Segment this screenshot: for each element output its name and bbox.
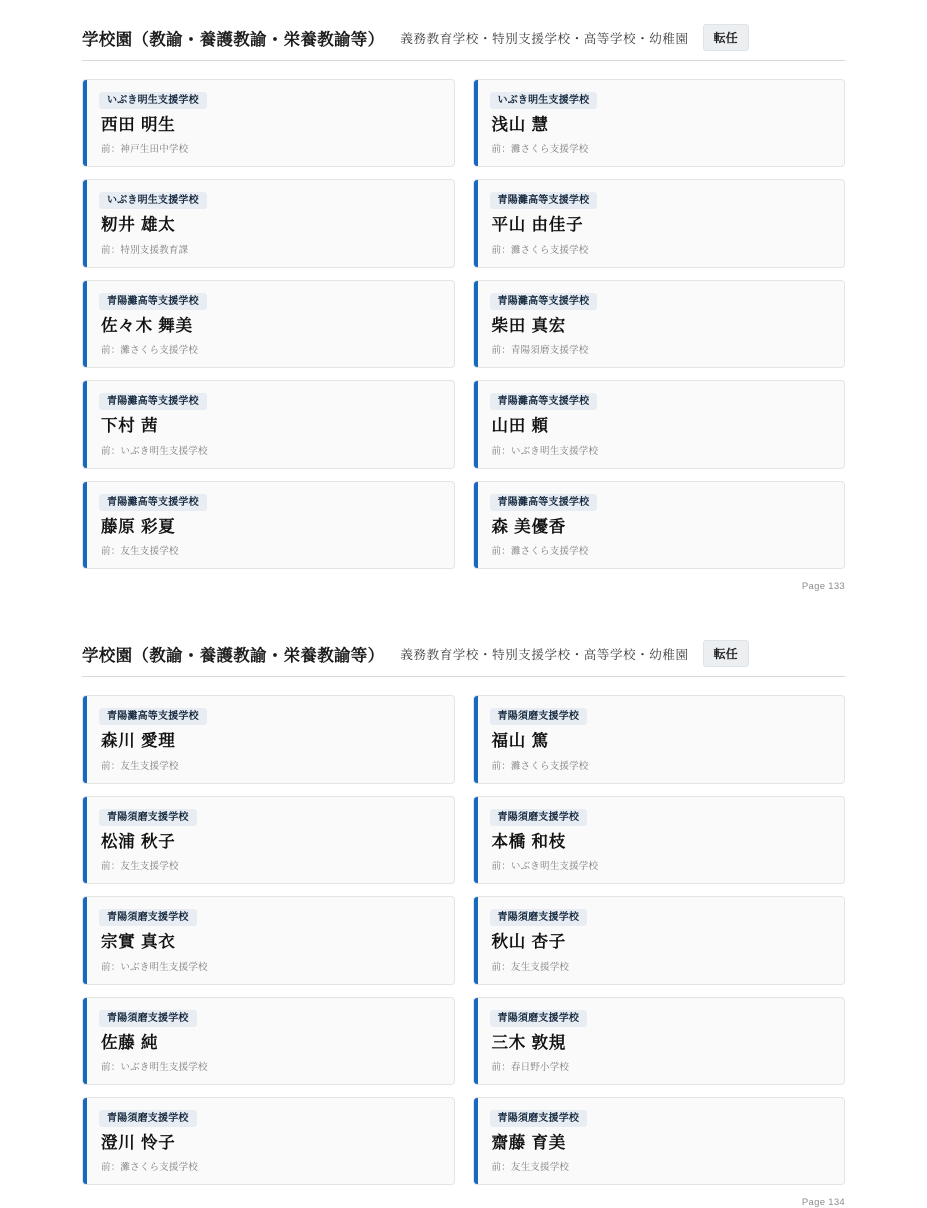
document-page bbox=[0, 24, 927, 592]
card-school-badge: 青陽灘高等支援学校 bbox=[99, 708, 207, 725]
person-card bbox=[473, 695, 846, 783]
person-card bbox=[473, 796, 846, 884]
person-card bbox=[82, 179, 455, 267]
card-previous-post: 前：春日野小学校 bbox=[491, 1061, 570, 1073]
card-person-name: 佐々木 舞美 bbox=[101, 316, 193, 335]
card-person-name: 秋山 杏子 bbox=[491, 933, 567, 952]
card-school-badge: 青陽灘高等支援学校 bbox=[490, 192, 598, 209]
person-card bbox=[473, 179, 846, 267]
card-person-name: 西田 明生 bbox=[101, 116, 176, 134]
person-card bbox=[82, 695, 455, 783]
card-previous-post: 前：灘さくら支援学校 bbox=[101, 1162, 199, 1174]
card-person-name: 本橋 和枝 bbox=[491, 832, 567, 851]
card-previous-post: 前：灘さくら支援学校 bbox=[491, 546, 589, 558]
card-school-badge: 青陽須磨支援学校 bbox=[99, 909, 197, 926]
person-card bbox=[82, 997, 455, 1085]
person-card bbox=[473, 1097, 846, 1185]
card-previous-post: 前：友生支援学校 bbox=[101, 760, 179, 772]
card-previous-post: 前：灘さくら支援学校 bbox=[101, 345, 199, 357]
person-card bbox=[473, 380, 846, 468]
card-person-name: 平山 由佳子 bbox=[491, 216, 584, 235]
card-previous-post: 前：いぶき明生支援学校 bbox=[101, 445, 208, 457]
card-person-name: 柴田 真宏 bbox=[491, 316, 567, 335]
card-person-name: 福山 篤 bbox=[491, 732, 549, 751]
card-person-name: 澄川 怜子 bbox=[101, 1133, 176, 1152]
page-gap bbox=[0, 592, 927, 640]
card-person-name: 森川 愛理 bbox=[101, 732, 176, 751]
status-badge: 転任 bbox=[703, 640, 749, 667]
card-previous-post: 前：友生支援学校 bbox=[101, 861, 179, 873]
person-card bbox=[82, 796, 455, 884]
card-school-badge: 青陽須磨支援学校 bbox=[490, 708, 588, 725]
card-school-badge: 青陽須磨支援学校 bbox=[99, 1110, 197, 1127]
card-previous-post: 前：いぶき明生支援学校 bbox=[101, 961, 208, 973]
card-previous-post: 前：友生支援学校 bbox=[491, 961, 570, 973]
section-header bbox=[82, 24, 845, 61]
card-school-badge: 青陽灘高等支援学校 bbox=[490, 293, 598, 310]
card-previous-post: 前：灘さくら支援学校 bbox=[491, 760, 589, 772]
card-person-name: 松浦 秋子 bbox=[101, 832, 176, 851]
person-card bbox=[473, 997, 846, 1085]
card-school-badge: 青陽須磨支援学校 bbox=[490, 1110, 588, 1127]
person-card bbox=[473, 79, 846, 167]
card-school-badge: 青陽須磨支援学校 bbox=[490, 909, 588, 926]
card-school-badge: 青陽灘高等支援学校 bbox=[490, 393, 598, 410]
card-school-badge: 青陽灘高等支援学校 bbox=[99, 393, 207, 410]
card-school-badge: 青陽灘高等支援学校 bbox=[99, 494, 207, 511]
card-previous-post: 前：灘さくら支援学校 bbox=[491, 244, 589, 256]
document-page bbox=[0, 640, 927, 1208]
card-person-name: 森 美優香 bbox=[491, 517, 567, 536]
card-person-name: 藤原 彩夏 bbox=[101, 517, 176, 536]
card-grid bbox=[82, 79, 845, 569]
card-person-name: 下村 茜 bbox=[101, 417, 159, 436]
person-card bbox=[473, 481, 846, 569]
section-header bbox=[82, 640, 845, 677]
person-card bbox=[82, 481, 455, 569]
card-person-name: 齋藤 育美 bbox=[491, 1133, 567, 1152]
card-school-badge: いぶき明生支援学校 bbox=[99, 192, 207, 209]
card-previous-post: 前：友生支援学校 bbox=[101, 546, 179, 558]
card-previous-post: 前：いぶき明生支援学校 bbox=[101, 1061, 208, 1073]
card-previous-post: 前：青陽須磨支援学校 bbox=[491, 345, 589, 357]
card-previous-post: 前：いぶき明生支援学校 bbox=[491, 861, 599, 873]
page-title: 学校園（教諭・養護教諭・栄養教諭等） bbox=[82, 30, 385, 49]
card-school-badge: いぶき明生支援学校 bbox=[490, 92, 598, 109]
card-person-name: 浅山 慧 bbox=[491, 116, 549, 134]
card-previous-post: 前：灘さくら支援学校 bbox=[491, 144, 589, 156]
page-subtitle: 義務教育学校・特別支援学校・高等学校・幼稚園 bbox=[400, 647, 689, 662]
person-card bbox=[82, 1097, 455, 1185]
card-grid bbox=[82, 695, 845, 1185]
card-school-badge: 青陽須磨支援学校 bbox=[99, 1010, 197, 1027]
card-previous-post: 前：特別支援教育課 bbox=[101, 244, 189, 256]
card-person-name: 山田 頼 bbox=[491, 417, 549, 436]
page-subtitle: 義務教育学校・特別支援学校・高等学校・幼稚園 bbox=[400, 31, 689, 46]
card-previous-post: 前：友生支援学校 bbox=[491, 1162, 570, 1174]
person-card bbox=[82, 280, 455, 368]
person-card bbox=[82, 380, 455, 468]
card-person-name: 三木 敦規 bbox=[491, 1033, 567, 1052]
person-card bbox=[473, 280, 846, 368]
top-spacer bbox=[0, 0, 927, 24]
card-person-name: 佐藤 純 bbox=[101, 1033, 159, 1052]
card-previous-post: 前：神戸生田中学校 bbox=[101, 144, 189, 156]
status-badge: 転任 bbox=[703, 24, 749, 51]
person-card bbox=[473, 896, 846, 984]
page-title: 学校園（教諭・養護教諭・栄養教諭等） bbox=[82, 646, 385, 665]
card-school-badge: 青陽灘高等支援学校 bbox=[490, 494, 598, 511]
card-school-badge: 青陽灘高等支援学校 bbox=[99, 293, 207, 310]
card-person-name: 籾井 雄太 bbox=[101, 216, 176, 235]
card-school-badge: 青陽須磨支援学校 bbox=[490, 809, 588, 826]
card-school-badge: いぶき明生支援学校 bbox=[99, 92, 207, 109]
person-card bbox=[82, 79, 455, 167]
card-person-name: 宗實 真衣 bbox=[101, 933, 176, 952]
person-card bbox=[82, 896, 455, 984]
card-school-badge: 青陽須磨支援学校 bbox=[99, 809, 197, 826]
page-number: Page 134 bbox=[801, 1197, 845, 1208]
card-previous-post: 前：いぶき明生支援学校 bbox=[491, 445, 599, 457]
card-school-badge: 青陽須磨支援学校 bbox=[490, 1010, 588, 1027]
page-number: Page 133 bbox=[801, 581, 845, 593]
